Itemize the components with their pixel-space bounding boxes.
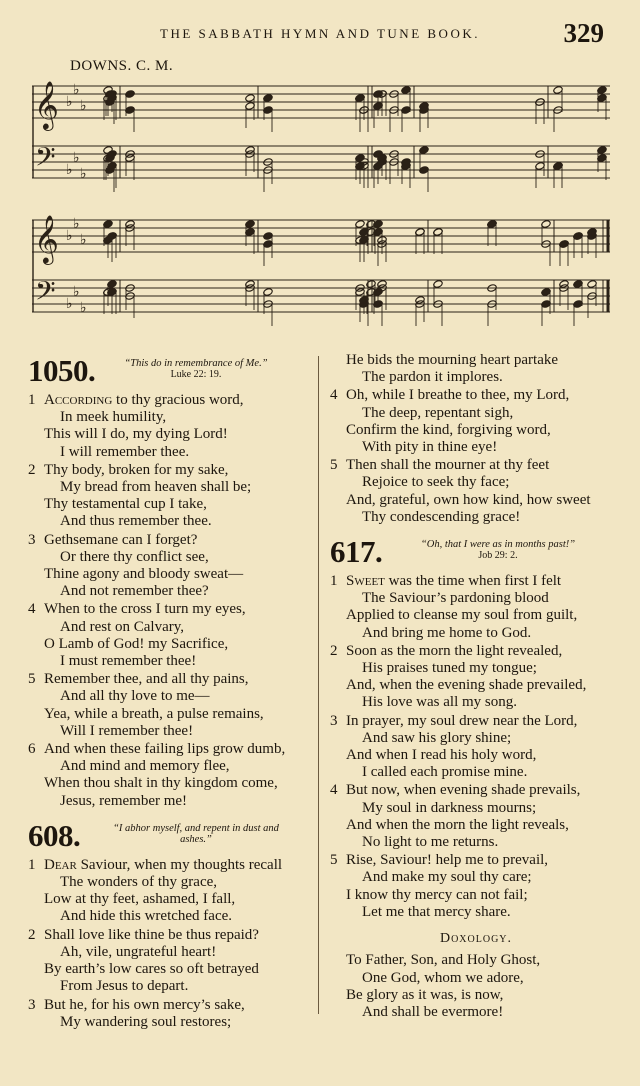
page-number: 329 — [563, 18, 604, 48]
verse-line — [28, 619, 318, 636]
verse-line-text: Yea, while a breath, a pulse remains, — [44, 705, 264, 722]
treble-clef-icon: 𝄞 — [34, 214, 59, 263]
verse-line — [28, 653, 318, 670]
verse-line — [330, 607, 622, 624]
verse-line — [28, 874, 318, 891]
verse-line-text: Jesus, remember me! — [60, 792, 188, 809]
verse-line — [28, 601, 318, 618]
verse-line-text: The wonders of thy grace, — [60, 874, 218, 891]
doxology-line: To Father, Son, and Holy Ghost, — [346, 952, 541, 969]
verse-line — [28, 513, 318, 530]
flat-icon: ♭ — [80, 301, 87, 316]
verse — [330, 457, 622, 526]
verse — [28, 857, 318, 926]
verse-line-text: And rest on Calvary, — [60, 618, 184, 635]
flat-icon: ♭ — [80, 167, 87, 182]
verse-line — [330, 439, 622, 456]
verse-line-text: His love was all my song. — [362, 694, 517, 711]
hymn-number: 1050. — [28, 353, 96, 388]
verse-line — [330, 369, 622, 386]
verse-line-text: Confirm the kind, forgiving word, — [346, 421, 551, 438]
verse-line-text: By earth’s low cares so oft betrayed — [44, 961, 259, 978]
verse-line — [28, 462, 318, 479]
music-system-2 — [32, 212, 612, 330]
verse-line — [330, 904, 622, 921]
verse-line-text: And, grateful, own how kind, how sweet — [346, 491, 591, 508]
verse — [330, 852, 622, 921]
verse — [330, 352, 622, 386]
verse-line — [28, 688, 318, 705]
verse-line-text: And make my soul thy care; — [362, 869, 532, 886]
verse-line-text: When thou shalt in thy kingdom come, — [44, 775, 278, 792]
verse-line-text: The pardon it implores. — [362, 369, 503, 386]
hymn-heading — [28, 353, 318, 392]
flat-icon: ♭ — [73, 285, 80, 300]
verse-line — [28, 997, 318, 1014]
flat-icon: ♭ — [80, 233, 87, 248]
verse-number: 5 — [330, 852, 338, 869]
verse-line-text: And saw his glory shine; — [362, 729, 512, 746]
flat-icon: ♭ — [73, 83, 80, 98]
verse-line-text: But he, for his own mercy’s sake, — [44, 996, 245, 1013]
verse — [330, 713, 622, 782]
scripture-reference: Luke 22: 19. — [170, 369, 222, 380]
verse-line-text: And hide this wretched face. — [60, 908, 233, 925]
verse-line — [330, 677, 622, 694]
hymn-heading — [28, 817, 318, 857]
verse-line-text: Oh, while I breathe to thee, my Lord, — [346, 387, 570, 404]
verse-line-text: And bring me home to God. — [362, 624, 532, 641]
flat-icon: ♭ — [66, 297, 73, 312]
verse-first-word: According — [44, 392, 113, 408]
verse-line-text: And not remember thee? — [60, 583, 209, 600]
verse-line — [330, 747, 622, 764]
bass-clef-icon: 𝄢 — [35, 275, 56, 313]
verse-number: 2 — [28, 461, 36, 478]
column-divider — [318, 356, 319, 1014]
verse-line — [28, 1014, 318, 1031]
verse-line-text: I must remember thee! — [60, 653, 197, 670]
verse-line — [28, 758, 318, 775]
verse-line — [330, 643, 622, 660]
verse-line — [330, 625, 622, 642]
verse-number: 4 — [330, 782, 338, 799]
verse-line — [330, 764, 622, 781]
verse-line — [330, 422, 622, 439]
verse-line-text: In meek humility, — [60, 409, 167, 426]
verse-line-text: Or there thy conflict see, — [60, 548, 209, 565]
verse-line-text: was the time when first I felt — [384, 573, 562, 590]
verse-line-text: When to the cross I turn my eyes, — [44, 601, 246, 618]
verse — [330, 387, 622, 456]
verse-line-text: My soul in darkness mourns; — [362, 799, 537, 816]
verse-line — [28, 671, 318, 688]
hymn-number: 617. — [330, 534, 383, 570]
verse-line — [330, 834, 622, 851]
doxology-line: One God, whom we adore, — [362, 969, 524, 986]
verse-line — [28, 857, 318, 874]
verse-line — [330, 590, 622, 607]
verse-number: 2 — [28, 926, 36, 943]
verse — [28, 741, 318, 810]
verse — [330, 643, 622, 712]
flat-icon: ♭ — [66, 95, 73, 110]
left-column — [28, 352, 318, 1032]
verse-line — [330, 694, 622, 711]
verse-line-text: Gethsemane can I forget? — [44, 531, 198, 548]
verse-line-text: He bids the mourning heart partake — [346, 352, 559, 368]
verse-first-word: Sweet — [346, 573, 385, 590]
verse-line-text: I know thy mercy can not fail; — [346, 886, 528, 903]
epigraph-text: “I abhor myself, and repent in dust and ashes.” — [113, 822, 279, 845]
verse-line-text: With pity in thine eye! — [362, 439, 498, 456]
verse-number: 3 — [330, 712, 338, 729]
verse-line — [28, 978, 318, 995]
verse-line-text: And thus remember thee. — [60, 513, 212, 530]
verse-line — [330, 869, 622, 886]
doxology-line: And shall be evermore! — [362, 1003, 504, 1020]
verse-line — [28, 409, 318, 426]
verse-line-text: Thy condescending grace! — [362, 508, 521, 525]
bass-clef-icon: 𝄢 — [35, 141, 56, 179]
verse-line-text: Let me that mercy share. — [362, 903, 511, 920]
verse-line-text: Low at thy feet, ashamed, I fall, — [44, 891, 236, 908]
verse-line — [28, 532, 318, 549]
verse-line-text: Shall love like thine be thus repaid? — [44, 926, 259, 943]
verse-line-text: Will I remember thee! — [60, 722, 194, 739]
flat-icon: ♭ — [66, 229, 73, 244]
verse-line-text: Thine agony and bloody sweat— — [44, 566, 244, 583]
verse-number: 5 — [330, 457, 338, 474]
flat-icon: ♭ — [80, 99, 87, 114]
verse-number: 1 — [28, 856, 36, 873]
verse-line — [330, 352, 622, 369]
verse-line-text: And, when the evening shade prevailed, — [346, 677, 587, 694]
verse-line — [28, 908, 318, 925]
verse-line — [28, 706, 318, 723]
verse-line — [330, 782, 622, 799]
verse-line — [28, 583, 318, 600]
flat-icon: ♭ — [73, 217, 80, 232]
verse-line — [28, 426, 318, 443]
verse-number: 4 — [28, 601, 36, 618]
verse-line-text: His praises tuned my tongue; — [362, 660, 537, 677]
verse — [28, 532, 318, 601]
verse-number: 1 — [28, 392, 36, 408]
verse-line — [28, 723, 318, 740]
hymn-epigraph — [96, 358, 296, 380]
verse-line-text: Rise, Saviour! help me to prevail, — [346, 852, 549, 869]
verse-number: 2 — [330, 642, 338, 659]
verse-number: 4 — [330, 387, 338, 404]
right-column — [330, 352, 622, 1021]
hymn-epigraph — [398, 539, 598, 561]
verse-line — [28, 566, 318, 583]
flat-icon: ♭ — [73, 151, 80, 166]
doxology-title: Doxology. — [439, 931, 513, 947]
verse-line — [330, 660, 622, 677]
verse-line-text: Remember thee, and all thy pains, — [44, 671, 249, 688]
verse-line — [330, 573, 622, 590]
verse-line-text: No light to me returns. — [362, 834, 499, 851]
verse-line-text: My wandering soul restores; — [60, 1013, 232, 1030]
verse-first-word: Dear — [44, 856, 77, 873]
verse-line-text: The Saviour’s pardoning blood — [362, 590, 549, 607]
verse-line — [330, 457, 622, 474]
verse-line-text: And when these failing lips grow dumb, — [44, 741, 286, 758]
verse-line-text: Rejoice to seek thy face; — [362, 474, 510, 491]
music-system-1 — [32, 78, 612, 194]
verse — [28, 601, 318, 670]
hymn-heading — [330, 534, 622, 573]
verse-line — [28, 496, 318, 513]
verse — [28, 462, 318, 531]
verse-line — [28, 479, 318, 496]
verse-line-text: Ah, vile, ungrateful heart! — [60, 943, 217, 960]
verse-line-text: And all thy love to me— — [60, 688, 210, 705]
verse-line-text: But now, when evening shade prevails, — [346, 782, 581, 799]
verse-line-text: I will remember thee. — [60, 443, 190, 460]
verse-line — [28, 793, 318, 810]
verse-line — [330, 730, 622, 747]
verse-line — [28, 549, 318, 566]
verse-line-text: From Jesus to depart. — [60, 978, 189, 995]
verse-line — [330, 852, 622, 869]
verse-line — [28, 944, 318, 961]
verse-line-text: In prayer, my soul drew near the Lord, — [346, 712, 578, 729]
flat-icon: ♭ — [66, 163, 73, 178]
verse-line-text: And when the morn the light reveals, — [346, 816, 569, 833]
verse-line — [330, 492, 622, 509]
verse-line — [330, 405, 622, 422]
verse-line-text: O Lamb of God! my Sacrifice, — [44, 635, 229, 652]
epigraph-text: “This do in remembrance of Me.” — [124, 358, 268, 369]
hymn-epigraph — [96, 823, 296, 845]
verse-line — [28, 741, 318, 758]
verse-line — [330, 887, 622, 904]
verse-line-text: Then shall the mourner at thy feet — [346, 457, 550, 474]
verse — [330, 782, 622, 851]
verse-line — [28, 636, 318, 653]
verse — [28, 927, 318, 996]
epigraph-text: “Oh, that I were as in months past!” — [420, 539, 576, 551]
verse-line — [28, 775, 318, 792]
verse-line — [330, 817, 622, 834]
spacer — [28, 811, 318, 817]
verse-number: 6 — [28, 741, 36, 758]
verse-line-text: I called each promise mine. — [362, 764, 528, 781]
verse-number: 3 — [28, 531, 36, 548]
verse — [28, 671, 318, 740]
verse-number: 1 — [330, 573, 338, 590]
verse-number: 5 — [28, 671, 36, 688]
running-title: THE SABBATH HYMN AND TUNE BOOK. — [160, 26, 480, 41]
treble-clef-icon: 𝄞 — [34, 80, 59, 129]
verse-line-text: And when I read his holy word, — [346, 747, 537, 764]
verse-line-text: Soon as the morn the light revealed, — [346, 642, 563, 659]
verse-line-text: Saviour, when my thoughts recall — [76, 856, 283, 873]
verse-line-text: The deep, repentant sigh, — [362, 404, 514, 421]
verse — [28, 997, 318, 1031]
verse-line-text: Applied to cleanse my soul from guilt, — [346, 607, 578, 624]
verse-line-text: Thy testamental cup I take, — [44, 496, 207, 513]
verse — [28, 392, 318, 461]
verse-line-text: Thy body, broken for my sake, — [44, 461, 229, 478]
verse-line — [28, 891, 318, 908]
tune-name: DOWNS. C. M. — [70, 58, 174, 74]
verse-line — [28, 961, 318, 978]
verse-line-text: My bread from heaven shall be; — [60, 479, 252, 496]
hymn-number: 608. — [28, 817, 81, 853]
scripture-reference: Job 29: 2. — [478, 550, 518, 562]
verse — [330, 573, 622, 642]
verse-line — [28, 392, 318, 409]
verse-line — [330, 509, 622, 526]
doxology-line: Be glory as it was, is now, — [346, 986, 504, 1003]
verse-number: 3 — [28, 996, 36, 1013]
verse-line — [28, 444, 318, 461]
verse-line — [330, 387, 622, 404]
spacer — [330, 527, 622, 533]
verse-line-text: And mind and memory flee, — [60, 758, 230, 775]
verse-line-text: This will I do, my dying Lord! — [44, 426, 228, 443]
verse-line-text: to thy gracious word, — [112, 392, 244, 408]
verse-line — [330, 474, 622, 491]
verse-line — [28, 927, 318, 944]
verse-line — [330, 713, 622, 730]
verse-line — [330, 800, 622, 817]
